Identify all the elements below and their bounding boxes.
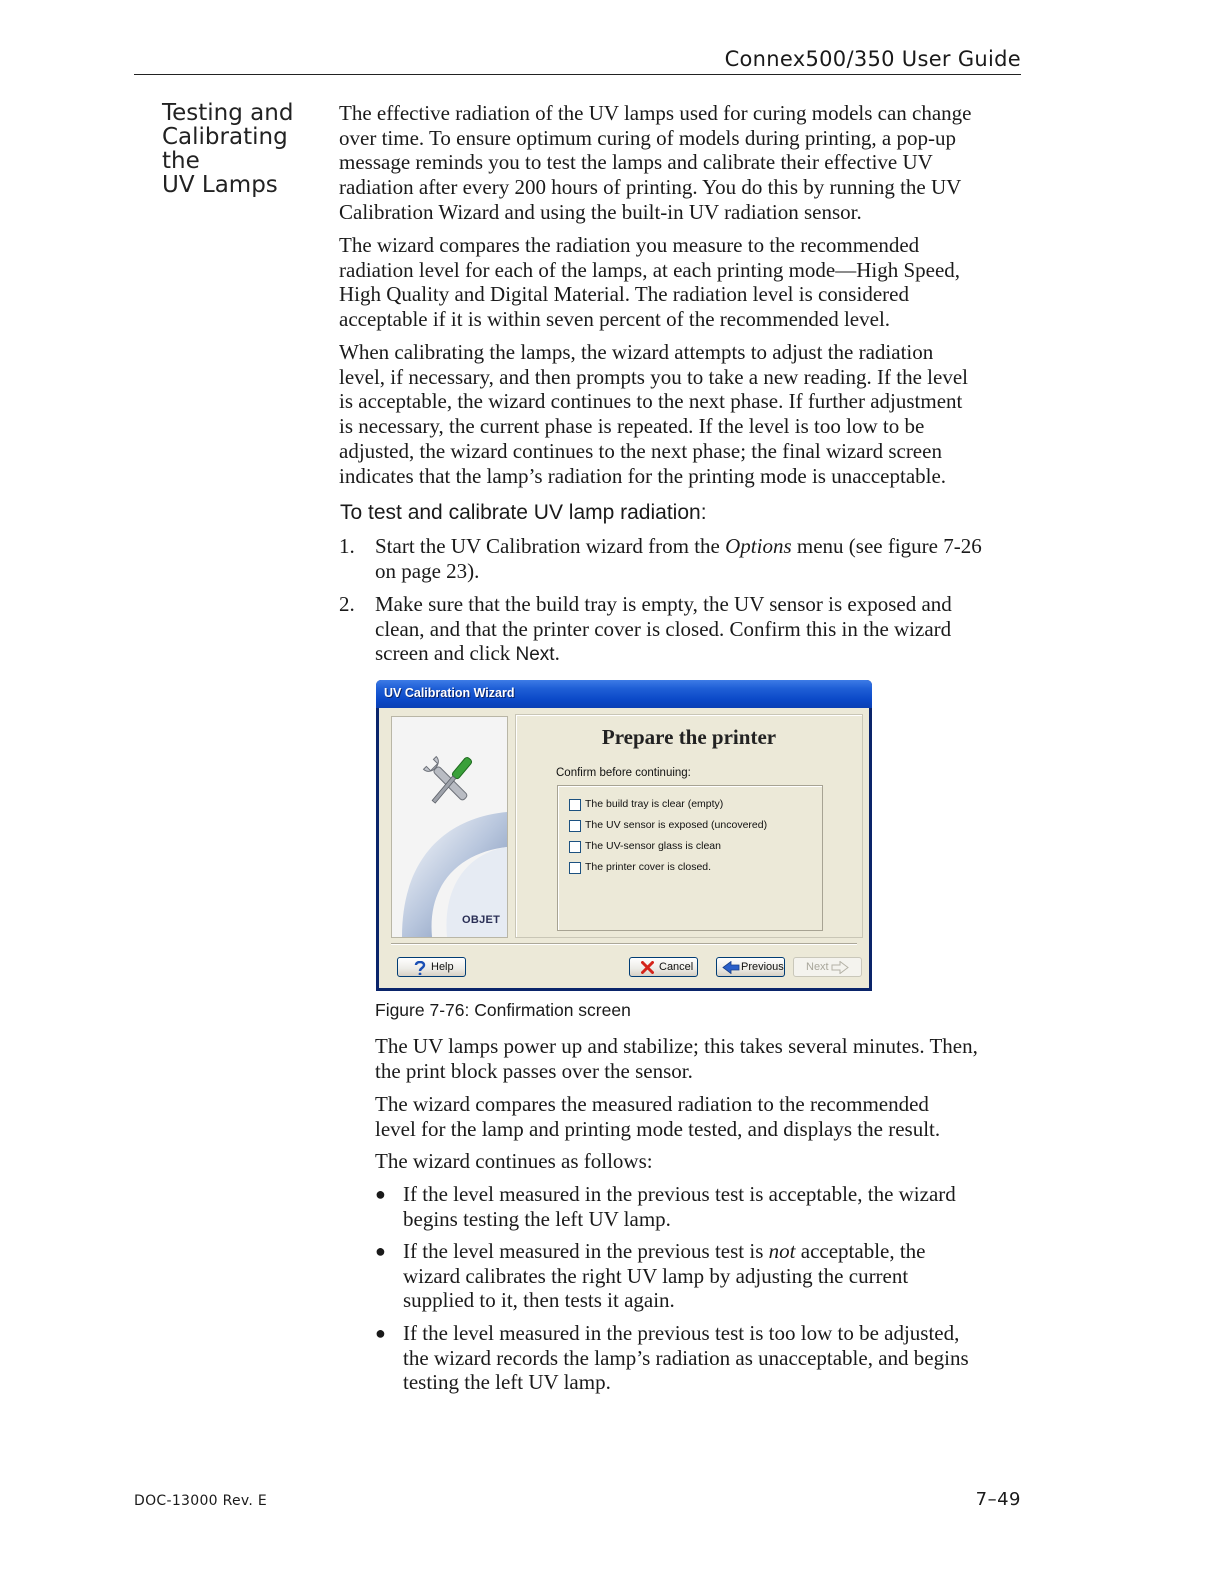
wizard-page-heading: Prepare the printer [601, 725, 777, 749]
step-number: 2. [339, 592, 355, 616]
text-line: over time. To ensure optimum curing of models during printing, a pop-up [339, 125, 956, 150]
confirm-label: Confirm before continuing: [556, 767, 691, 779]
dialog-body [379, 708, 869, 988]
text-line: High Quality and Digital Material. The radiation level is considered [339, 282, 909, 307]
bullet-item-2 [403, 1239, 1033, 1313]
ui-term-next: Next [515, 644, 555, 666]
text-line: the wizard records the lamp’s radiation as unacceptable, and begins [403, 1345, 969, 1370]
running-header [134, 44, 1021, 75]
text-line: is acceptable, the wizard continues to the next phase. If further adjustment [339, 389, 963, 414]
bullet-item-1 [403, 1182, 1033, 1231]
text-line: When calibrating the lamps, the wizard attempts to adjust the radiation [339, 340, 934, 364]
confirmation-checklist [557, 785, 823, 931]
step-number: 1. [339, 534, 355, 558]
text-run: . [554, 641, 560, 666]
previous-button[interactable] [716, 957, 785, 977]
section-heading-line: UV Lamps [162, 172, 278, 198]
after-paragraph-1 [375, 1034, 1030, 1083]
next-button[interactable] [793, 957, 862, 977]
dialog-title: UV Calibration Wizard [384, 686, 515, 700]
step-2-text [375, 592, 1035, 668]
text-line: If the level measured in the previous test is acceptable, the wizard [403, 1182, 956, 1206]
text-line: indicates that the lamp’s radiation for the printing mode is unacceptable. [339, 463, 947, 488]
wizard-content-panel [515, 714, 863, 938]
text-line: on page 23). [375, 558, 480, 583]
tools-icon [418, 751, 480, 813]
text-line: is necessary, the current phase is repeated. If the level is too low to be [339, 414, 925, 439]
section-heading [162, 101, 332, 197]
arrow-right-icon [831, 961, 849, 974]
help-button[interactable] [397, 957, 466, 977]
footer-page-number: 7–49 [975, 1489, 1021, 1510]
text-line: The wizard compares the measured radiation to the recommended [375, 1092, 929, 1116]
bullet-icon: ● [375, 1323, 386, 1343]
text-line: The wizard compares the radiation you measure to the recommended [339, 233, 920, 257]
text-line: clean, and that the printer cover is closed. Confirm this in the wizard [375, 616, 952, 641]
text-run: screen and click [375, 641, 516, 666]
text-run: menu (see figure 7-26 [791, 534, 982, 558]
text-line: begins testing the left UV lamp. [403, 1206, 671, 1231]
procedure-heading: To test and calibrate UV lamp radiation: [340, 501, 707, 524]
objet-logo: OBJET [462, 914, 501, 926]
dialog-titlebar[interactable] [376, 680, 872, 708]
dialog-divider [391, 943, 857, 945]
text-line: If the level measured in the previous test is too low to be adjusted, [403, 1321, 960, 1345]
checkbox-label: The build tray is clear (empty) [585, 798, 724, 810]
emphasis-not: not [768, 1239, 796, 1263]
bullet-icon: ● [375, 1241, 386, 1261]
checkbox-box[interactable] [569, 820, 581, 832]
intro-paragraph-2 [339, 233, 1029, 332]
cancel-button[interactable] [629, 957, 698, 977]
cancel-icon [641, 961, 654, 974]
text-line: The UV lamps power up and stabilize; this takes several minutes. Then, [375, 1034, 978, 1058]
bullet-icon: ● [375, 1184, 386, 1204]
checkbox-box[interactable] [569, 862, 581, 874]
checkbox-box[interactable] [569, 841, 581, 853]
figure-caption: Figure 7-76: Confirmation screen [375, 1000, 631, 1020]
text-line: the print block passes over the sensor. [375, 1058, 693, 1083]
text-line: message reminds you to test the lamps and calibrate their effective UV [339, 150, 933, 175]
intro-paragraph-1 [339, 101, 1029, 225]
text-line: radiation after every 200 hours of printing. You do this by running the UV [339, 175, 962, 200]
next-button-label: Next [806, 961, 829, 973]
menu-name-options: Options [725, 534, 792, 558]
text-run: acceptable, the [795, 1239, 926, 1263]
uv-calibration-wizard-dialog [376, 680, 872, 991]
text-line: acceptable if it is within seven percent of the recommended level. [339, 307, 891, 332]
intro-paragraph-3 [339, 340, 1029, 488]
footer-doc-number: DOC-13000 Rev. E [134, 1493, 268, 1509]
guide-title: Connex500/350 User Guide [724, 47, 1021, 71]
text-line: adjusted, the wizard continues to the next phase; the final wizard screen [339, 438, 942, 463]
cancel-button-label: Cancel [659, 961, 694, 973]
checkbox-label: The UV-sensor glass is clean [585, 840, 721, 852]
wizard-side-panel [391, 716, 508, 938]
bullet-item-3 [403, 1321, 1033, 1395]
text-line: testing the left UV lamp. [403, 1370, 611, 1395]
text-line: Calibration Wizard and using the built-in UV radiation sensor. [339, 199, 862, 224]
text-line: Make sure that the build tray is empty, the UV sensor is exposed and [375, 592, 952, 616]
text-line: The effective radiation of the UV lamps used for curing models can change [339, 101, 972, 125]
step-1-text [375, 534, 1035, 583]
help-icon [414, 961, 426, 975]
previous-button-label: Previous [741, 961, 784, 973]
text-line: The wizard continues as follows: [375, 1149, 653, 1173]
checkbox-box[interactable] [569, 799, 581, 811]
text-run: Start the UV Calibration wizard from the [375, 534, 726, 558]
text-line: level for the lamp and printing mode tested, and displays the result. [375, 1116, 941, 1141]
text-line: radiation level for each of the lamps, at each printing mode—High Speed, [339, 257, 961, 282]
after-paragraph-2 [375, 1092, 1030, 1141]
help-button-label: Help [431, 961, 454, 973]
after-paragraph-3 [375, 1149, 1030, 1174]
text-run: If the level measured in the previous test is [403, 1239, 769, 1263]
checkbox-label: The UV sensor is exposed (uncovered) [585, 819, 768, 831]
arrow-left-icon [722, 961, 740, 974]
checkbox-label: The printer cover is closed. [585, 861, 712, 873]
text-line: wizard calibrates the right UV lamp by adjusting the current [403, 1263, 909, 1288]
text-line: level, if necessary, and then prompts you to take a new reading. If the level [339, 364, 968, 389]
section-heading-line: Testing and [162, 100, 294, 126]
section-heading-line: Calibrating the [162, 124, 288, 174]
text-line: supplied to it, then tests it again. [403, 1288, 675, 1313]
